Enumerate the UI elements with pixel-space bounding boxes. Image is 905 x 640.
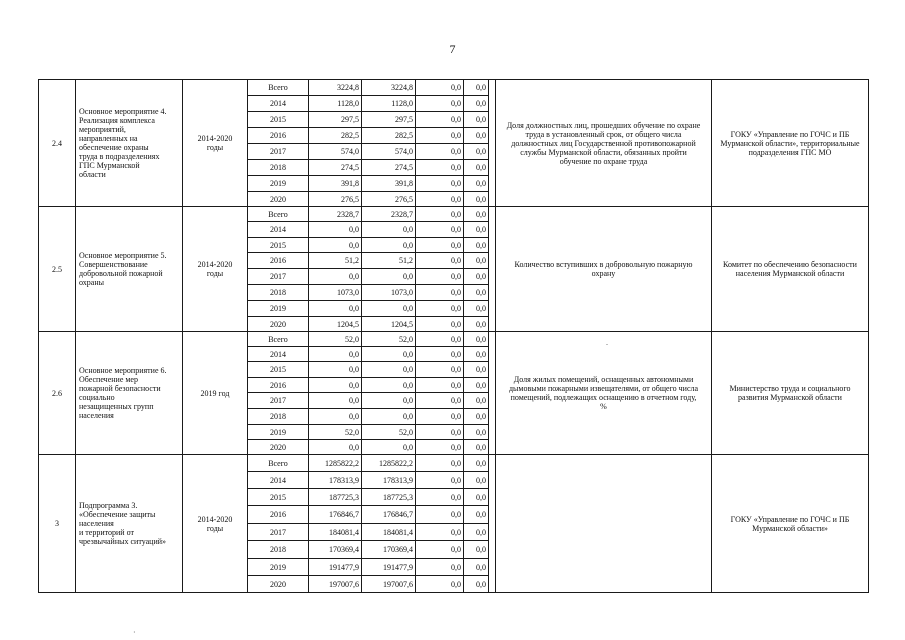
federal-budget-amount: 0,0	[416, 192, 464, 207]
federal-budget-amount: 0,0	[416, 285, 464, 301]
year-cell: 2016	[248, 128, 309, 144]
regional-budget-amount: 52,0	[362, 425, 416, 440]
federal-budget-amount: 0,0	[416, 332, 464, 347]
federal-budget-amount: 0,0	[416, 362, 464, 378]
total-amount: 191477,9	[309, 559, 362, 576]
other-sources-amount: 0,0	[464, 176, 489, 192]
other-sources-amount: 0,0	[464, 128, 489, 144]
year-cell: 2020	[248, 317, 309, 332]
regional-budget-amount: 51,2	[362, 253, 416, 269]
year-cell: 2020	[248, 576, 309, 593]
total-amount: 1073,0	[309, 285, 362, 301]
page-number: 7	[449, 42, 456, 56]
total-amount: 574,0	[309, 144, 362, 160]
other-sources-amount: 0,0	[464, 207, 489, 222]
federal-budget-amount: 0,0	[416, 207, 464, 222]
table-row	[39, 455, 869, 472]
federal-budget-amount: 0,0	[416, 489, 464, 506]
total-amount: 1285822,2	[309, 455, 362, 472]
total-amount: 0,0	[309, 347, 362, 362]
regional-budget-amount: 282,5	[362, 128, 416, 144]
federal-budget-amount: 0,0	[416, 160, 464, 176]
total-amount: 170369,4	[309, 541, 362, 559]
indicator-text: Доля жилых помещений, оснащенных автономными дымовыми пожарными извещателями, от общего числа помещений, подлежащих оснащению в отчетном году, %	[496, 332, 712, 455]
other-sources-amount: 0,0	[464, 192, 489, 207]
year-cell: 2019	[248, 559, 309, 576]
regional-budget-amount: 297,5	[362, 112, 416, 128]
regional-budget-amount: 276,5	[362, 192, 416, 207]
total-amount: 52,0	[309, 425, 362, 440]
year-cell: 2019	[248, 176, 309, 192]
total-amount: 282,5	[309, 128, 362, 144]
item-number: 2.4	[39, 80, 76, 207]
regional-budget-amount: 176846,7	[362, 506, 416, 524]
other-sources-amount: 0,0	[464, 393, 489, 409]
year-cell: 2016	[248, 253, 309, 269]
activity-period: 2014-2020 годы	[183, 80, 248, 207]
other-sources-amount: 0,0	[464, 506, 489, 524]
regional-budget-amount: 1073,0	[362, 285, 416, 301]
item-number: 3	[39, 455, 76, 593]
year-cell: 2019	[248, 425, 309, 440]
regional-budget-amount: 3224,8	[362, 80, 416, 96]
federal-budget-amount: 0,0	[416, 301, 464, 317]
federal-budget-amount: 0,0	[416, 176, 464, 192]
year-cell: 2015	[248, 362, 309, 378]
year-cell: 2014	[248, 96, 309, 112]
regional-budget-amount: 0,0	[362, 238, 416, 253]
other-sources-amount: 0,0	[464, 96, 489, 112]
regional-budget-amount: 1285822,2	[362, 455, 416, 472]
activity-name: Основное мероприятие 5. Совершенствование добровольной пожарной охраны	[76, 207, 183, 332]
federal-budget-amount: 0,0	[416, 253, 464, 269]
total-amount: 51,2	[309, 253, 362, 269]
other-sources-amount: 0,0	[464, 559, 489, 576]
year-cell: Всего	[248, 207, 309, 222]
other-sources-amount: 0,0	[464, 269, 489, 285]
regional-budget-amount: 0,0	[362, 347, 416, 362]
regional-budget-amount: 574,0	[362, 144, 416, 160]
federal-budget-amount: 0,0	[416, 472, 464, 489]
total-amount: 187725,3	[309, 489, 362, 506]
regional-budget-amount: 0,0	[362, 301, 416, 317]
total-amount: 297,5	[309, 112, 362, 128]
regional-budget-amount: 391,8	[362, 176, 416, 192]
regional-budget-amount: 2328,7	[362, 207, 416, 222]
total-amount: 0,0	[309, 238, 362, 253]
indicator-text	[496, 455, 712, 593]
federal-budget-amount: 0,0	[416, 347, 464, 362]
federal-budget-amount: 0,0	[416, 393, 464, 409]
stray-mark: ·	[133, 628, 136, 637]
federal-budget-amount: 0,0	[416, 222, 464, 238]
federal-budget-amount: 0,0	[416, 269, 464, 285]
federal-budget-amount: 0,0	[416, 506, 464, 524]
year-cell: 2018	[248, 285, 309, 301]
other-sources-amount: 0,0	[464, 425, 489, 440]
total-amount: 52,0	[309, 332, 362, 347]
year-cell: 2014	[248, 222, 309, 238]
table-row	[39, 332, 869, 347]
regional-budget-amount: 1128,0	[362, 96, 416, 112]
regional-budget-amount: 178313,9	[362, 472, 416, 489]
federal-budget-amount: 0,0	[416, 524, 464, 541]
total-amount: 1204,5	[309, 317, 362, 332]
responsible-executor: ГОКУ «Управление по ГОЧС и ПБ Мурманской области»	[712, 455, 869, 593]
regional-budget-amount: 0,0	[362, 269, 416, 285]
year-cell: 2018	[248, 541, 309, 559]
table-row	[39, 80, 869, 96]
other-sources-amount: 0,0	[464, 440, 489, 455]
year-cell: 2017	[248, 524, 309, 541]
year-cell: 2018	[248, 409, 309, 425]
regional-budget-amount: 170369,4	[362, 541, 416, 559]
federal-budget-amount: 0,0	[416, 80, 464, 96]
item-number: 2.6	[39, 332, 76, 455]
other-sources-amount: 0,0	[464, 489, 489, 506]
regional-budget-amount: 274,5	[362, 160, 416, 176]
activity-name: Подпрограмма 3. «Обеспечение защиты населения и территорий от чрезвычайных ситуаций»	[76, 455, 183, 593]
other-sources-amount: 0,0	[464, 347, 489, 362]
federal-budget-amount: 0,0	[416, 541, 464, 559]
federal-budget-amount: 0,0	[416, 440, 464, 455]
total-amount: 391,8	[309, 176, 362, 192]
total-amount: 0,0	[309, 440, 362, 455]
federal-budget-amount: 0,0	[416, 317, 464, 332]
program-table	[38, 79, 869, 593]
year-cell: 2015	[248, 489, 309, 506]
total-amount: 184081,4	[309, 524, 362, 541]
other-sources-amount: 0,0	[464, 332, 489, 347]
federal-budget-amount: 0,0	[416, 96, 464, 112]
total-amount: 0,0	[309, 301, 362, 317]
narrow-empty-cell	[489, 207, 496, 332]
other-sources-amount: 0,0	[464, 362, 489, 378]
year-cell: 2017	[248, 393, 309, 409]
narrow-empty-cell	[489, 455, 496, 593]
year-cell: 2019	[248, 301, 309, 317]
other-sources-amount: 0,0	[464, 576, 489, 593]
regional-budget-amount: 184081,4	[362, 524, 416, 541]
year-cell: 2017	[248, 144, 309, 160]
narrow-empty-cell	[489, 332, 496, 455]
activity-period: 2014-2020 годы	[183, 207, 248, 332]
year-cell: 2020	[248, 192, 309, 207]
other-sources-amount: 0,0	[464, 455, 489, 472]
year-cell: 2016	[248, 506, 309, 524]
activity-period: 2014-2020 годы	[183, 455, 248, 593]
other-sources-amount: 0,0	[464, 541, 489, 559]
other-sources-amount: 0,0	[464, 144, 489, 160]
year-cell: 2017	[248, 269, 309, 285]
federal-budget-amount: 0,0	[416, 128, 464, 144]
total-amount: 178313,9	[309, 472, 362, 489]
responsible-executor: Комитет по обеспечению безопасности населения Мурманской области	[712, 207, 869, 332]
stray-mark: .	[606, 338, 608, 347]
federal-budget-amount: 0,0	[416, 238, 464, 253]
other-sources-amount: 0,0	[464, 378, 489, 393]
other-sources-amount: 0,0	[464, 285, 489, 301]
year-cell: Всего	[248, 80, 309, 96]
federal-budget-amount: 0,0	[416, 559, 464, 576]
narrow-empty-cell	[489, 80, 496, 207]
other-sources-amount: 0,0	[464, 80, 489, 96]
regional-budget-amount: 0,0	[362, 362, 416, 378]
total-amount: 0,0	[309, 362, 362, 378]
total-amount: 2328,7	[309, 207, 362, 222]
total-amount: 0,0	[309, 222, 362, 238]
other-sources-amount: 0,0	[464, 524, 489, 541]
year-cell: 2014	[248, 472, 309, 489]
activity-period: 2019 год	[183, 332, 248, 455]
year-cell: Всего	[248, 332, 309, 347]
federal-budget-amount: 0,0	[416, 455, 464, 472]
total-amount: 1128,0	[309, 96, 362, 112]
indicator-text: Количество вступивших в добровольную пожарную охрану	[496, 207, 712, 332]
responsible-executor: ГОКУ «Управление по ГОЧС и ПБ Мурманской области», территориальные подразделения ГПС МО	[712, 80, 869, 207]
other-sources-amount: 0,0	[464, 409, 489, 425]
item-number: 2.5	[39, 207, 76, 332]
total-amount: 3224,8	[309, 80, 362, 96]
other-sources-amount: 0,0	[464, 222, 489, 238]
other-sources-amount: 0,0	[464, 238, 489, 253]
indicator-text: Доля должностных лиц, прошедших обучение по охране труда в установленный срок, от общего числа должностных лиц Государственной противопожарной службы Мурманской области, обязанных пройти обучение по охране труда	[496, 80, 712, 207]
year-cell: 2016	[248, 378, 309, 393]
total-amount: 0,0	[309, 269, 362, 285]
regional-budget-amount: 0,0	[362, 222, 416, 238]
regional-budget-amount: 187725,3	[362, 489, 416, 506]
other-sources-amount: 0,0	[464, 472, 489, 489]
activity-name: Основное мероприятие 6. Обеспечение мер пожарной безопасности социально незащищенных групп населения	[76, 332, 183, 455]
responsible-executor: Министерство труда и социального развития Мурманской области	[712, 332, 869, 455]
total-amount: 176846,7	[309, 506, 362, 524]
regional-budget-amount: 0,0	[362, 440, 416, 455]
year-cell: 2015	[248, 112, 309, 128]
table-row	[39, 207, 869, 222]
regional-budget-amount: 191477,9	[362, 559, 416, 576]
other-sources-amount: 0,0	[464, 112, 489, 128]
other-sources-amount: 0,0	[464, 253, 489, 269]
regional-budget-amount: 52,0	[362, 332, 416, 347]
year-cell: 2014	[248, 347, 309, 362]
federal-budget-amount: 0,0	[416, 409, 464, 425]
other-sources-amount: 0,0	[464, 317, 489, 332]
activity-name: Основное мероприятие 4. Реализация комплекса мероприятий, направленных на обеспечение охраны труда в подразделениях ГПС Мурманской области	[76, 80, 183, 207]
federal-budget-amount: 0,0	[416, 144, 464, 160]
federal-budget-amount: 0,0	[416, 378, 464, 393]
other-sources-amount: 0,0	[464, 301, 489, 317]
other-sources-amount: 0,0	[464, 160, 489, 176]
regional-budget-amount: 0,0	[362, 378, 416, 393]
federal-budget-amount: 0,0	[416, 425, 464, 440]
regional-budget-amount: 0,0	[362, 409, 416, 425]
regional-budget-amount: 0,0	[362, 393, 416, 409]
federal-budget-amount: 0,0	[416, 112, 464, 128]
federal-budget-amount: 0,0	[416, 576, 464, 593]
regional-budget-amount: 1204,5	[362, 317, 416, 332]
total-amount: 0,0	[309, 378, 362, 393]
total-amount: 197007,6	[309, 576, 362, 593]
total-amount: 276,5	[309, 192, 362, 207]
year-cell: Всего	[248, 455, 309, 472]
year-cell: 2018	[248, 160, 309, 176]
regional-budget-amount: 197007,6	[362, 576, 416, 593]
total-amount: 0,0	[309, 409, 362, 425]
total-amount: 0,0	[309, 393, 362, 409]
total-amount: 274,5	[309, 160, 362, 176]
year-cell: 2020	[248, 440, 309, 455]
year-cell: 2015	[248, 238, 309, 253]
